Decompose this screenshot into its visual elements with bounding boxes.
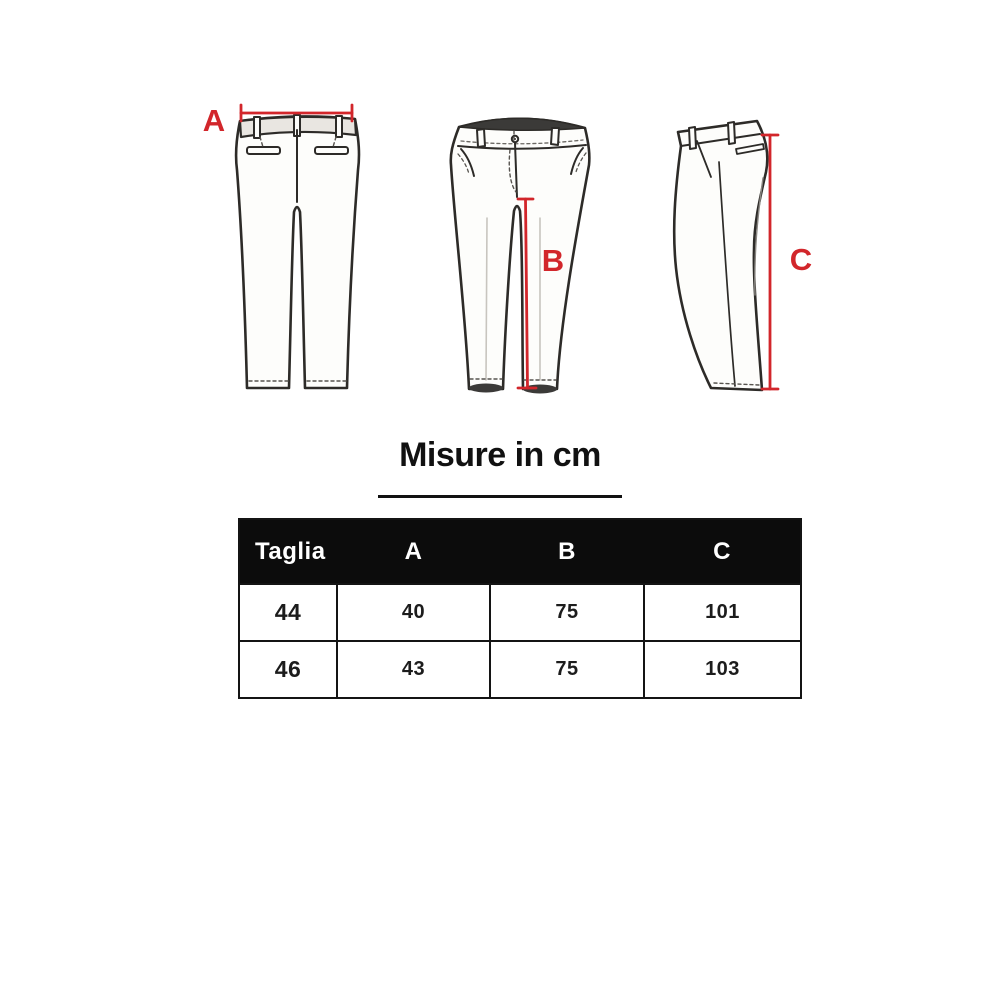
measure-b-label: B bbox=[541, 243, 565, 278]
pants-illustrations bbox=[0, 0, 1000, 430]
front-inner-waistband-dark bbox=[459, 118, 585, 130]
cell-b-value: 75 bbox=[490, 641, 644, 698]
pants-front-view bbox=[451, 118, 590, 393]
cell-c-value: 101 bbox=[644, 584, 801, 641]
header-cell-c: C bbox=[644, 519, 801, 584]
header-cell-taglia: Taglia bbox=[239, 519, 337, 584]
cell-b-value: 75 bbox=[490, 584, 644, 641]
header-cell-a: A bbox=[337, 519, 490, 584]
header-cell-b: B bbox=[490, 519, 644, 584]
measure-b-line bbox=[526, 199, 528, 388]
table-row-size-44 bbox=[239, 584, 801, 641]
front-hem-shadows bbox=[469, 384, 557, 394]
cell-c-value: 103 bbox=[644, 641, 801, 698]
page-title: Misure in cm bbox=[399, 436, 601, 474]
size-table bbox=[238, 518, 802, 699]
cell-size: 44 bbox=[239, 584, 337, 641]
cell-a-value: 40 bbox=[337, 584, 490, 641]
front-silhouette bbox=[451, 119, 590, 389]
measure-a-label: A bbox=[202, 103, 226, 138]
cell-size: 46 bbox=[239, 641, 337, 698]
title-underline bbox=[378, 495, 622, 498]
cell-a-value: 43 bbox=[337, 641, 490, 698]
measure-c bbox=[762, 135, 812, 389]
measure-c-label: C bbox=[789, 242, 813, 277]
size-table-header-row bbox=[239, 519, 801, 584]
pants-side-view bbox=[674, 121, 767, 390]
table-row-size-46 bbox=[239, 641, 801, 698]
pants-back-view bbox=[236, 115, 359, 388]
side-silhouette bbox=[674, 121, 767, 390]
